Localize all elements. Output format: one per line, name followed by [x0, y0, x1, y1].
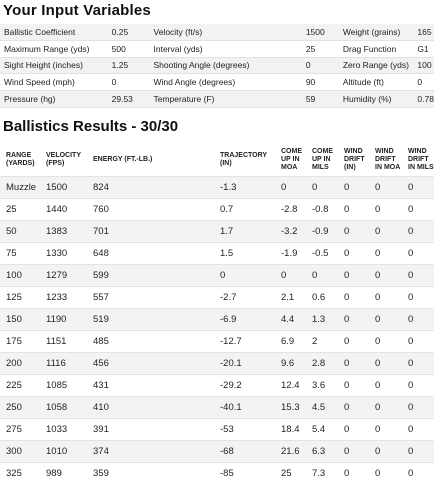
results-cell: 701: [87, 221, 214, 243]
input-variable-label: Ballistic Coefficient: [0, 24, 110, 40]
results-cell: 0: [338, 265, 369, 287]
input-variable-row: [0, 24, 434, 40]
results-cell: 150: [0, 309, 40, 331]
results-cell: 0: [338, 177, 369, 199]
input-variable-value: 1500: [304, 24, 339, 40]
input-variable-value: 0: [415, 74, 434, 91]
input-variable-value: 0: [110, 74, 150, 91]
results-cell: 0: [338, 331, 369, 353]
results-row: [0, 397, 434, 419]
results-cell: -29.2: [214, 375, 275, 397]
results-column-header: COME UP IN MILS: [306, 144, 338, 177]
results-cell: 0: [402, 177, 434, 199]
input-variable-value: 0: [304, 57, 339, 74]
ballistics-results-table: [0, 144, 434, 484]
results-cell: 12.4: [275, 375, 306, 397]
results-cell: 1116: [40, 353, 87, 375]
results-cell: 2.1: [275, 287, 306, 309]
results-cell: 1330: [40, 243, 87, 265]
results-cell: 0: [369, 441, 402, 463]
results-cell: 0: [402, 199, 434, 221]
results-cell: 359: [87, 463, 214, 484]
results-cell: 0: [402, 331, 434, 353]
results-cell: 0: [369, 463, 402, 484]
input-variable-label: Interval (yds): [150, 40, 304, 57]
results-cell: 25: [0, 199, 40, 221]
input-variable-label: Humidity (%): [339, 91, 416, 108]
results-cell: 25: [275, 463, 306, 484]
results-cell: 0: [369, 199, 402, 221]
results-cell: 391: [87, 419, 214, 441]
results-cell: 18.4: [275, 419, 306, 441]
results-cell: 0: [369, 243, 402, 265]
results-cell: 275: [0, 419, 40, 441]
input-variable-value: G1: [415, 40, 434, 57]
results-cell: 0: [369, 287, 402, 309]
results-row: [0, 463, 434, 484]
input-variable-label: Velocity (ft/s): [150, 24, 304, 40]
results-cell: 21.6: [275, 441, 306, 463]
results-cell: 1500: [40, 177, 87, 199]
results-cell: 0: [402, 221, 434, 243]
results-cell: 0: [369, 309, 402, 331]
results-cell: 1033: [40, 419, 87, 441]
results-column-header: RANGE (YARDS): [0, 144, 40, 177]
results-cell: 0: [338, 463, 369, 484]
results-cell: 0: [369, 397, 402, 419]
results-cell: 557: [87, 287, 214, 309]
input-variable-label: Sight Height (inches): [0, 57, 110, 74]
results-cell: 0: [369, 265, 402, 287]
results-cell: 0: [338, 221, 369, 243]
input-variable-value: 500: [110, 40, 150, 57]
results-cell: 6.9: [275, 331, 306, 353]
results-row: [0, 309, 434, 331]
results-cell: 0: [306, 265, 338, 287]
results-row: [0, 331, 434, 353]
results-cell: 2.8: [306, 353, 338, 375]
results-cell: 0: [338, 243, 369, 265]
results-cell: 760: [87, 199, 214, 221]
input-variable-value: 90: [304, 74, 339, 91]
results-cell: 0: [338, 375, 369, 397]
results-cell: 0: [402, 243, 434, 265]
results-cell: -0.5: [306, 243, 338, 265]
results-cell: 1.3: [306, 309, 338, 331]
input-variable-label: Wind Speed (mph): [0, 74, 110, 91]
results-cell: 0: [369, 177, 402, 199]
input-variable-row: [0, 91, 434, 108]
results-cell: 1233: [40, 287, 87, 309]
results-cell: 175: [0, 331, 40, 353]
results-column-header: ENERGY (FT.-LB.): [87, 144, 214, 177]
results-cell: 0.6: [306, 287, 338, 309]
results-cell: 1.5: [214, 243, 275, 265]
input-variable-value: 0.78: [415, 91, 434, 108]
results-row: [0, 441, 434, 463]
results-cell: 0: [402, 441, 434, 463]
results-cell: -53: [214, 419, 275, 441]
results-cell: 0: [402, 397, 434, 419]
results-column-header: WIND DRIFT IN MOA: [369, 144, 402, 177]
results-cell: 0: [369, 419, 402, 441]
results-cell: 456: [87, 353, 214, 375]
results-cell: 0: [338, 397, 369, 419]
input-variable-label: Shooting Angle (degrees): [150, 57, 304, 74]
input-variable-value: 165: [415, 24, 434, 40]
results-cell: Muzzle: [0, 177, 40, 199]
results-cell: 0: [338, 353, 369, 375]
input-variable-value: 59: [304, 91, 339, 108]
results-cell: 225: [0, 375, 40, 397]
results-cell: -0.8: [306, 199, 338, 221]
results-cell: 0: [402, 419, 434, 441]
results-cell: 1190: [40, 309, 87, 331]
results-cell: -12.7: [214, 331, 275, 353]
input-variable-label: Drag Function: [339, 40, 416, 57]
results-cell: -20.1: [214, 353, 275, 375]
results-row: [0, 221, 434, 243]
results-cell: 0: [402, 375, 434, 397]
results-cell: 0: [402, 265, 434, 287]
input-variable-label: Maximum Range (yds): [0, 40, 110, 57]
results-cell: -1.3: [214, 177, 275, 199]
results-cell: 250: [0, 397, 40, 419]
input-variable-label: Altitude (ft): [339, 74, 416, 91]
results-cell: 1151: [40, 331, 87, 353]
results-cell: 50: [0, 221, 40, 243]
results-cell: 5.4: [306, 419, 338, 441]
results-cell: 0: [214, 265, 275, 287]
input-variable-label: Wind Angle (degrees): [150, 74, 304, 91]
results-cell: 0: [369, 221, 402, 243]
input-variable-value: 100: [415, 57, 434, 74]
results-column-header: VELOCITY (FPS): [40, 144, 87, 177]
results-cell: 9.6: [275, 353, 306, 375]
results-cell: 4.5: [306, 397, 338, 419]
results-cell: 100: [0, 265, 40, 287]
results-cell: 4.4: [275, 309, 306, 331]
results-cell: 0: [306, 177, 338, 199]
results-cell: 0: [402, 353, 434, 375]
results-cell: 0.7: [214, 199, 275, 221]
input-variable-row: [0, 40, 434, 57]
results-cell: 0: [338, 309, 369, 331]
input-variable-label: Pressure (hg): [0, 91, 110, 108]
input-variable-row: [0, 57, 434, 74]
results-cell: 431: [87, 375, 214, 397]
ballistics-results-title: Ballistics Results - 30/30: [3, 118, 178, 135]
results-row: [0, 287, 434, 309]
results-cell: -2.7: [214, 287, 275, 309]
results-cell: 1279: [40, 265, 87, 287]
input-variable-value: 1.25: [110, 57, 150, 74]
results-cell: 0: [338, 419, 369, 441]
results-cell: 200: [0, 353, 40, 375]
results-cell: 1085: [40, 375, 87, 397]
results-column-header: WIND DRIFT IN MILS: [402, 144, 434, 177]
results-cell: 0: [402, 287, 434, 309]
results-cell: 15.3: [275, 397, 306, 419]
results-cell: -1.9: [275, 243, 306, 265]
input-variable-value: 25: [304, 40, 339, 57]
results-row: [0, 419, 434, 441]
results-cell: -2.8: [275, 199, 306, 221]
results-cell: 6.3: [306, 441, 338, 463]
results-column-header: TRAJECTORY (IN): [214, 144, 275, 177]
results-cell: 75: [0, 243, 40, 265]
results-cell: 3.6: [306, 375, 338, 397]
input-variable-label: Temperature (F): [150, 91, 304, 108]
results-row: [0, 375, 434, 397]
results-cell: 374: [87, 441, 214, 463]
input-variable-label: Zero Range (yds): [339, 57, 416, 74]
results-cell: 989: [40, 463, 87, 484]
input-variable-row: [0, 74, 434, 91]
results-cell: 0: [275, 177, 306, 199]
results-cell: 0: [338, 199, 369, 221]
results-row: [0, 265, 434, 287]
results-cell: 0: [402, 463, 434, 484]
results-cell: 1440: [40, 199, 87, 221]
results-cell: 2: [306, 331, 338, 353]
results-row: [0, 243, 434, 265]
input-variables-table: [0, 24, 434, 108]
results-cell: -85: [214, 463, 275, 484]
results-column-header: COME UP IN MOA: [275, 144, 306, 177]
results-cell: 0: [275, 265, 306, 287]
results-cell: 1058: [40, 397, 87, 419]
results-cell: 0: [369, 331, 402, 353]
input-variables-title: Your Input Variables: [3, 2, 151, 19]
results-cell: -40.1: [214, 397, 275, 419]
input-variable-value: 0.25: [110, 24, 150, 40]
results-cell: 824: [87, 177, 214, 199]
results-row: [0, 199, 434, 221]
results-row: [0, 177, 434, 199]
results-cell: 1.7: [214, 221, 275, 243]
results-cell: 485: [87, 331, 214, 353]
results-cell: 0: [369, 375, 402, 397]
results-cell: 1383: [40, 221, 87, 243]
input-variable-label: Weight (grains): [339, 24, 416, 40]
input-variable-value: 29.53: [110, 91, 150, 108]
results-cell: 300: [0, 441, 40, 463]
results-cell: 519: [87, 309, 214, 331]
results-row: [0, 353, 434, 375]
results-cell: 0: [369, 353, 402, 375]
results-cell: -3.2: [275, 221, 306, 243]
results-cell: 325: [0, 463, 40, 484]
results-cell: -6.9: [214, 309, 275, 331]
results-cell: 648: [87, 243, 214, 265]
results-cell: 410: [87, 397, 214, 419]
results-cell: 0: [338, 287, 369, 309]
results-column-header: WIND DRIFT (IN): [338, 144, 369, 177]
results-cell: 125: [0, 287, 40, 309]
results-cell: -68: [214, 441, 275, 463]
results-cell: 599: [87, 265, 214, 287]
results-cell: 1010: [40, 441, 87, 463]
results-cell: 0: [338, 441, 369, 463]
results-cell: 0: [402, 309, 434, 331]
results-cell: 7.3: [306, 463, 338, 484]
results-cell: -0.9: [306, 221, 338, 243]
